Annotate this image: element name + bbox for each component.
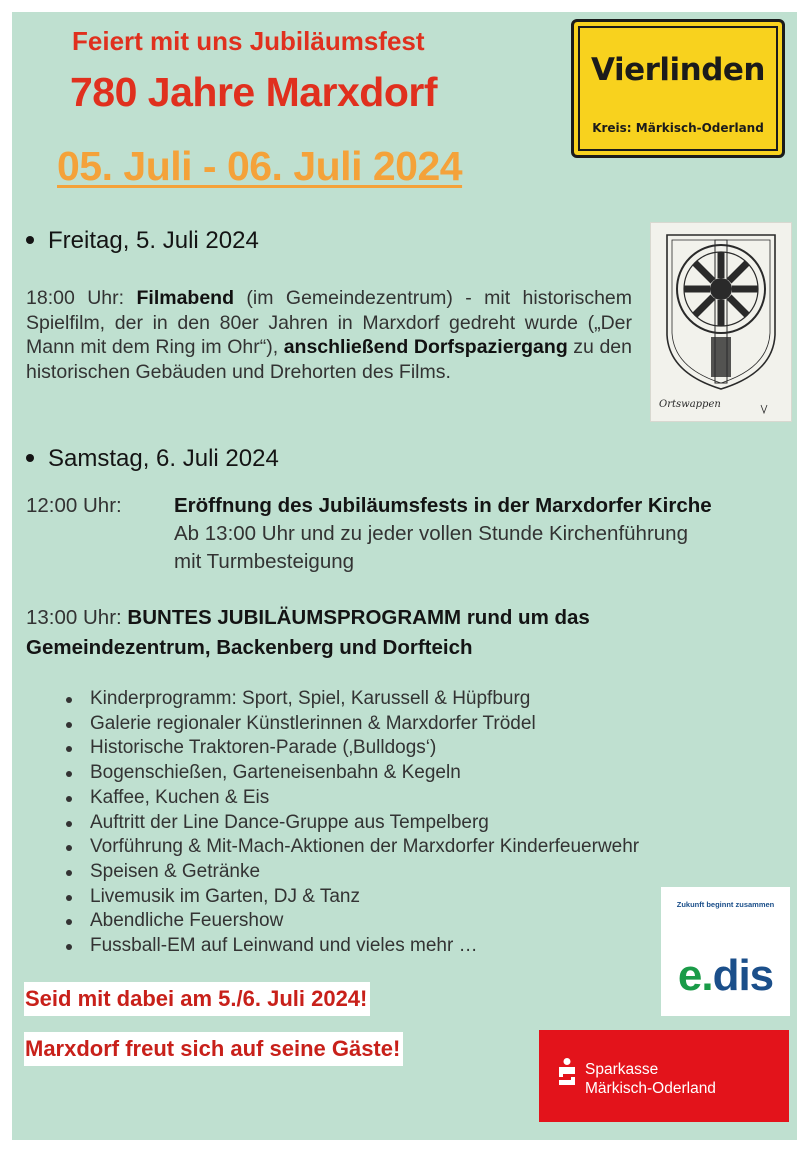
- saturday-heading-text: Samstag, 6. Juli 2024: [48, 445, 279, 472]
- bullet-icon: [66, 845, 72, 851]
- opening-tower: mit Turmbesteigung: [174, 550, 355, 573]
- bullet-icon: [26, 454, 34, 462]
- bullet-icon: [66, 697, 72, 703]
- edis-wordmark: e.dis: [677, 951, 774, 1000]
- town-sign-title: Vierlinden: [591, 52, 765, 88]
- bullet-icon: [26, 236, 34, 244]
- footer-line-1: Seid mit dabei am 5./6. Juli 2024!: [24, 982, 370, 1016]
- headline-title: 780 Jahre Marxdorf: [70, 69, 438, 115]
- bullet-icon: [66, 895, 72, 901]
- opening-title: Eröffnung des Jubiläumsfests in der Marxdorfer Kirche: [174, 494, 712, 517]
- bullet-icon: [66, 771, 72, 777]
- program-title-1: BUNTES JUBILÄUMSPROGRAMM rund um das: [127, 606, 590, 629]
- event-dates: 05. Juli - 06. Juli 2024: [57, 143, 463, 189]
- list-item: Kaffee, Kuchen & Eis: [66, 786, 639, 811]
- edis-tagline: Zukunft beginnt zusammen: [676, 900, 775, 909]
- poster: [12, 12, 797, 1140]
- footer-line-2: Marxdorf freut sich auf seine Gäste!: [24, 1032, 403, 1066]
- list-item: Kinderprogramm: Sport, Spiel, Karussell & Hüpfburg: [66, 687, 639, 712]
- coat-of-arms-caption: Ortswappen: [659, 399, 721, 410]
- bullet-icon: [66, 746, 72, 752]
- friday-heading: [26, 227, 259, 255]
- bullet-icon: [66, 870, 72, 876]
- bullet-icon: [66, 796, 72, 802]
- headline-intro: Feiert mit uns Jubiläumsfest: [72, 26, 425, 56]
- coat-of-arms-icon: [651, 223, 791, 421]
- friday-film-text: (im Gemeindezentrum) - mit historischem Spielfilm, der in den 80er Jahren in Marxdorf gedreht wurde („Der Mann mit dem Ring im Ohr“),: [26, 287, 632, 358]
- sparkasse-name: Sparkasse Märkisch-Oderland: [585, 1061, 716, 1097]
- friday-time: 18:00 Uhr:: [26, 287, 137, 309]
- friday-walk-title: anschließend Dorfspaziergang: [283, 336, 568, 358]
- list-item: Historische Traktoren-Parade (‚Bulldogs‘): [66, 736, 639, 761]
- sparkasse-logo: [539, 1030, 789, 1122]
- bullet-icon: [66, 919, 72, 925]
- bullet-icon: [66, 722, 72, 728]
- bullet-icon: [66, 821, 72, 827]
- coat-of-arms-sketch: [650, 222, 792, 422]
- list-item: Bogenschießen, Garteneisenbahn & Kegeln: [66, 761, 639, 786]
- list-item: Speisen & Getränke: [66, 860, 639, 885]
- list-item: Vorführung & Mit-Mach-Aktionen der Marxdorfer Kinderfeuerwehr: [66, 835, 639, 860]
- bullet-icon: [66, 944, 72, 950]
- program-title-2: Gemeindezentrum, Backenberg und Dorfteich: [26, 636, 473, 659]
- opening-time: 12:00 Uhr:: [26, 494, 122, 517]
- list-item: Abendliche Feuershow: [66, 909, 639, 934]
- program-time: 13:00 Uhr:: [26, 606, 128, 629]
- edis-logo: [661, 887, 790, 1016]
- program-heading: [26, 606, 590, 630]
- program-list: [66, 687, 639, 959]
- list-item: Fussball-EM auf Leinwand und vieles mehr …: [66, 934, 639, 959]
- town-sign: [571, 19, 785, 158]
- sparkasse-s-icon: [557, 1058, 577, 1086]
- list-item: Livemusik im Garten, DJ & Tanz: [66, 885, 639, 910]
- opening-tour: Ab 13:00 Uhr und zu jeder vollen Stunde Kirchenführung: [174, 522, 688, 545]
- friday-walk-text: zu den historischen Gebäuden und Drehorten des Films.: [26, 336, 632, 383]
- friday-description: [26, 286, 632, 384]
- saturday-heading: [26, 445, 279, 473]
- town-sign-subtitle: Kreis: Märkisch-Oderland: [592, 121, 764, 135]
- friday-heading-text: Freitag, 5. Juli 2024: [48, 227, 259, 254]
- list-item: Galerie regionaler Künstlerinnen & Marxdorfer Trödel: [66, 712, 639, 737]
- friday-film-title: Filmabend: [136, 287, 234, 309]
- list-item: Auftritt der Line Dance-Gruppe aus Tempelberg: [66, 811, 639, 836]
